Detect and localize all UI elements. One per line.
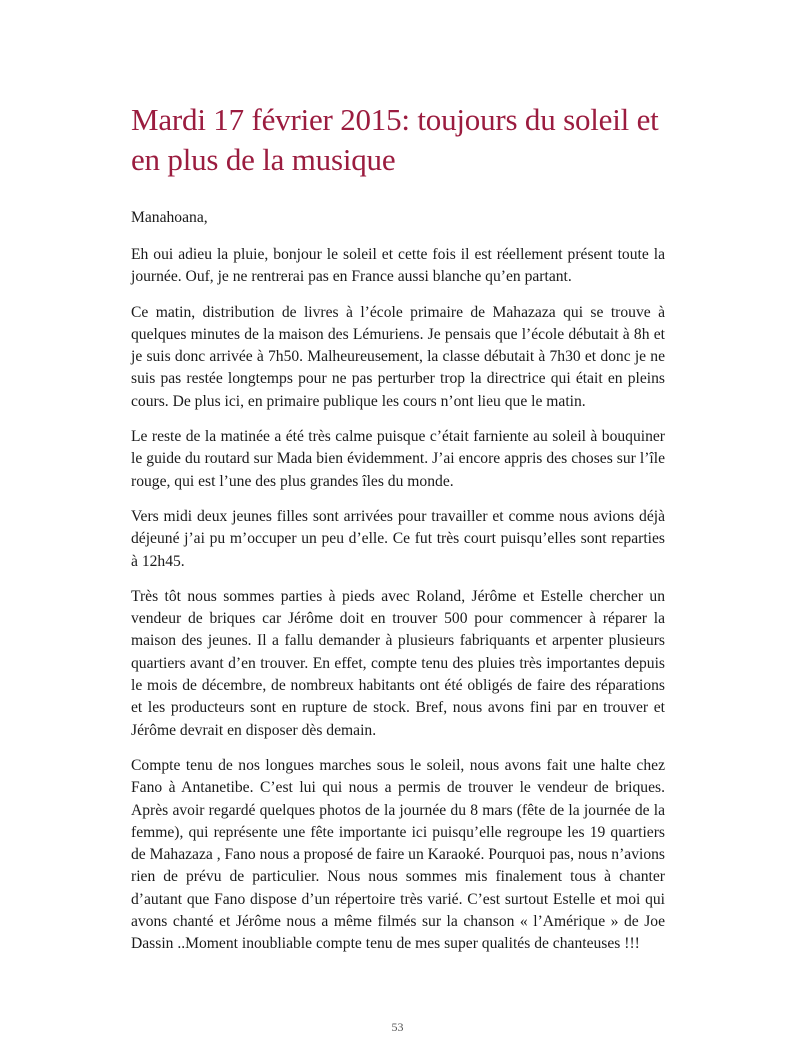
paragraph-4: Vers midi deux jeunes filles sont arrivées pour travailler et comme nous avions déjà déjeuné j’ai pu m’occuper un peu d’elle. Ce fut très court puisqu’elles sont reparties à 12h45. (131, 507, 665, 570)
paragraph-5: Très tôt nous sommes parties à pieds avec Roland, Jérôme et Estelle chercher un vendeur de briques car Jérôme doit en trouver 500 pour commencer à réparer la maison des jeunes. Il a fallu demander à plusieurs fabriquants et arpenter plusieurs quartiers avant d’en trouver. En effet, compte tenu des pluies très importantes depuis le mois de décembre, de nombreux habitants ont été obligés de faire des réparations et les producteurs sont en rupture de stock. Bref, nous avons fini par en trouver et Jérôme devrait en disposer dès demain. (131, 587, 665, 739)
paragraph-2: Ce matin, distribution de livres à l’école primaire de Mahazaza qui se trouve à quelques minutes de la maison des Lémuriens. Je pensais que l’école débutait à 8h et je suis donc arrivée à 7h50. Malheureusement, la classe débutait à 7h30 et donc je ne suis pas restée longtemps pour ne pas perturber trop la directrice qui était en pleins cours. De plus ici, en primaire publique les cours n’ont lieu que le matin. (131, 303, 665, 410)
page-number: 53 (391, 1020, 404, 1034)
paragraph-1: Eh oui adieu la pluie, bonjour le soleil et cette fois il est réellement présent toute la journée. Ouf, je ne rentrerai pas en France aussi blanche qu’en partant. (131, 246, 665, 286)
greeting: Manahoana, (131, 209, 208, 226)
paragraph-6: Compte tenu de nos longues marches sous le soleil, nous avons fait une halte chez Fano à Antanetibe. C’est lui qui nous a permis de trouver le vendeur de briques. Après avoir regardé quelques photos de la journée du 8 mars (fête de la journée de la femme), qui représente une fête importante ici puisqu’elle regroupe les 19 quartiers de Mahazaza , Fano nous a proposé de faire un Karaoké. Pourquoi pas, nous n’avions rien de prévu de particulier. Nous nous sommes mis finalement tous à chanter d’autant que Fano dispose d’un répertoire très varié. C’est surtout Estelle et moi qui avons chanté et Jérôme nous a même filmés sur la chanson « l’Amérique » de Joe Dassin ..Moment inoubliable compte tenu de mes super qualités de chanteuses !!! (131, 756, 665, 953)
document-page (131, 100, 665, 956)
paragraph-3: Le reste de la matinée a été très calme puisque c’était farniente au soleil à bouquiner le guide du routard sur Mada bien évidemment. J’ai encore appris des choses sur l’île rouge, qui est l’une des plus grandes îles du monde. (131, 428, 665, 490)
page-title: Mardi 17 février 2015: toujours du soleil et en plus de la musique (131, 102, 659, 177)
